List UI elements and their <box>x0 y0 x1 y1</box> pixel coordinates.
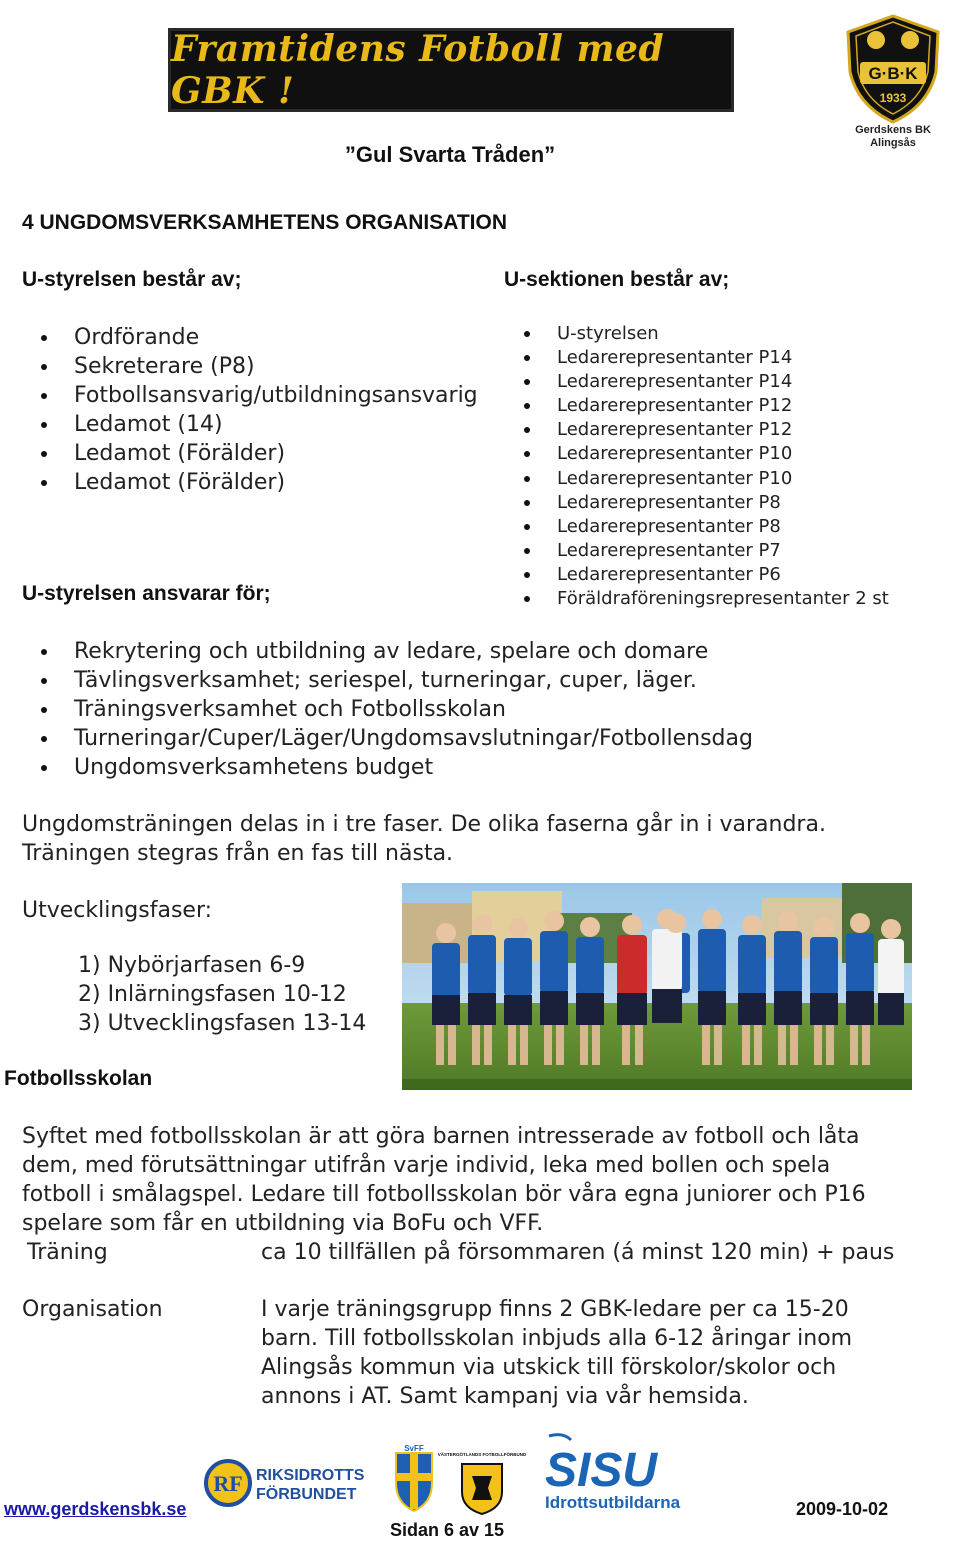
list-item: U-styrelsen <box>505 322 889 346</box>
footer-date: 2009-10-02 <box>796 1499 889 1519</box>
list-item: Ledarerepresentanter P10 <box>505 442 889 466</box>
rf-emblem-icon <box>204 1455 374 1511</box>
list-item: Ledamot (Förälder) <box>22 468 478 497</box>
banner-text: Framtidens Fotboll med GBK ! <box>171 28 665 112</box>
rf-letters: RF <box>213 1471 243 1496</box>
paragraph-line: Alingsås kommun via utskick till förskolor/skolor och <box>261 1355 837 1380</box>
paragraph-line: fotboll i smålagspel. Ledare till fotbollsskolan bör våra egna juniorer och P16 <box>22 1182 866 1207</box>
list-item: Ledamot (Förälder) <box>22 439 478 468</box>
list-item: Träningsverksamhet och Fotbollsskolan <box>22 695 753 724</box>
list-item: Föräldraföreningsrepresentanter 2 st <box>505 587 889 611</box>
svff-label: SvFF <box>404 1444 424 1453</box>
vff-label: VÄSTERGÖTLANDS FOTBOLLFÖRBUND <box>437 1452 527 1457</box>
section-heading: 4 UNGDOMSVERKSAMHETENS ORGANISATION <box>22 211 507 234</box>
organisation-label: Organisation <box>22 1297 163 1322</box>
list-item: Ledarerepresentanter P6 <box>505 563 889 587</box>
page-number: Sidan 6 av 15 <box>390 1520 505 1540</box>
sisu-logo-icon <box>543 1432 701 1514</box>
fotbollsskolan-text <box>22 1122 866 1238</box>
training-text-line1: Ungdomsträningen delas in i tre faser. De olika faserna går in i varandra. <box>22 812 826 837</box>
paragraph-line: dem, med förutsättningar utifrån varje individ, leka med bollen och spela <box>22 1153 831 1178</box>
training-label: Träning <box>27 1240 108 1265</box>
list-item: Sekreterare (P8) <box>22 352 478 381</box>
list-item: Ledarerepresentanter P12 <box>505 418 889 442</box>
club-name-line2: Alingsås <box>870 137 916 149</box>
team-photo <box>402 883 912 1090</box>
list-item: Turneringar/Cuper/Läger/Ungdomsavslutningar/Fotbollensdag <box>22 724 753 753</box>
u-styrelsen-heading: U-styrelsen består av; <box>22 268 242 291</box>
list-item: Ordförande <box>22 323 478 352</box>
phases-heading: Utvecklingsfaser: <box>22 898 213 923</box>
responsible-heading: U-styrelsen ansvarar för; <box>22 582 271 605</box>
list-item: Ledarerepresentanter P7 <box>505 539 889 563</box>
sisu-small: Idrottsutbildarna <box>545 1493 681 1512</box>
fotbollsskolan-heading: Fotbollsskolan <box>4 1067 153 1090</box>
list-item: Ledarerepresentanter P8 <box>505 515 889 539</box>
header-banner <box>168 28 734 112</box>
paragraph-line: spelare som får en utbildning via BoFu och VFF. <box>22 1211 544 1236</box>
u-styrelsen-list <box>22 323 478 497</box>
paragraph-line: annons i AT. Samt kampanj via vår hemsida. <box>261 1384 749 1409</box>
list-item: Ledarerepresentanter P14 <box>505 346 889 370</box>
vff-shield-icon <box>437 1448 527 1514</box>
list-item: Ungdomsverksamhetens budget <box>22 753 753 782</box>
list-item: Ledarerepresentanter P12 <box>505 394 889 418</box>
svff-logo <box>392 1443 436 1513</box>
list-item: Fotbollsansvarig/utbildningsansvarig <box>22 381 478 410</box>
club-logo-letters: G·B·K <box>868 64 918 83</box>
club-logo <box>828 10 958 155</box>
list-item: Rekrytering och utbildning av ledare, spelare och domare <box>22 637 753 666</box>
svff-shield-icon <box>392 1443 436 1513</box>
u-sektionen-list <box>505 322 889 611</box>
list-item: 1) Nybörjarfasen 6-9 <box>78 953 306 978</box>
list-item: Tävlingsverksamhet; seriespel, turneringar, cuper, läger. <box>22 666 753 695</box>
club-name-line1: Gerdskens BK <box>855 124 931 136</box>
training-text-line2: Träningen stegras från en fas till nästa. <box>22 841 454 866</box>
rf-line2: FÖRBUNDET <box>256 1486 357 1503</box>
u-sektionen-heading: U-sektionen består av; <box>504 268 730 291</box>
paragraph-line: Syftet med fotbollsskolan är att göra barnen intresserade av fotboll och låta <box>22 1124 860 1149</box>
list-item: 2) Inlärningsfasen 10-12 <box>78 982 347 1007</box>
website-link[interactable]: www.gerdskensbk.se <box>4 1499 187 1519</box>
sisu-logo <box>543 1432 701 1514</box>
organisation-text <box>261 1295 852 1411</box>
list-item: Ledamot (14) <box>22 410 478 439</box>
training-text <box>22 810 826 868</box>
sisu-big: SISU <box>545 1444 658 1497</box>
paragraph-line: I varje träningsgrupp finns 2 GBK-ledare per ca 15-20 <box>261 1297 849 1322</box>
rf-line1: RIKSIDROTTS <box>256 1467 365 1484</box>
responsibilities-list <box>22 637 753 782</box>
riksidrottsforbundet-logo <box>204 1455 374 1511</box>
paragraph-line: barn. Till fotbollsskolan inbjuds alla 6-12 åringar inom <box>261 1326 853 1351</box>
training-value: ca 10 tillfällen på försommaren (á minst 120 min) + paus <box>261 1240 895 1265</box>
vff-logo <box>437 1448 527 1514</box>
list-item: Ledarerepresentanter P10 <box>505 467 889 491</box>
list-item: 3) Utvecklingsfasen 13-14 <box>78 1011 367 1036</box>
phases-list <box>78 951 366 1038</box>
club-logo-year: 1933 <box>879 91 907 105</box>
club-emblem-icon <box>828 10 958 125</box>
list-item: Ledarerepresentanter P14 <box>505 370 889 394</box>
team-photo-image <box>402 883 912 1090</box>
list-item: Ledarerepresentanter P8 <box>505 491 889 515</box>
page-title: ”Gul Svarta Tråden” <box>344 142 556 167</box>
